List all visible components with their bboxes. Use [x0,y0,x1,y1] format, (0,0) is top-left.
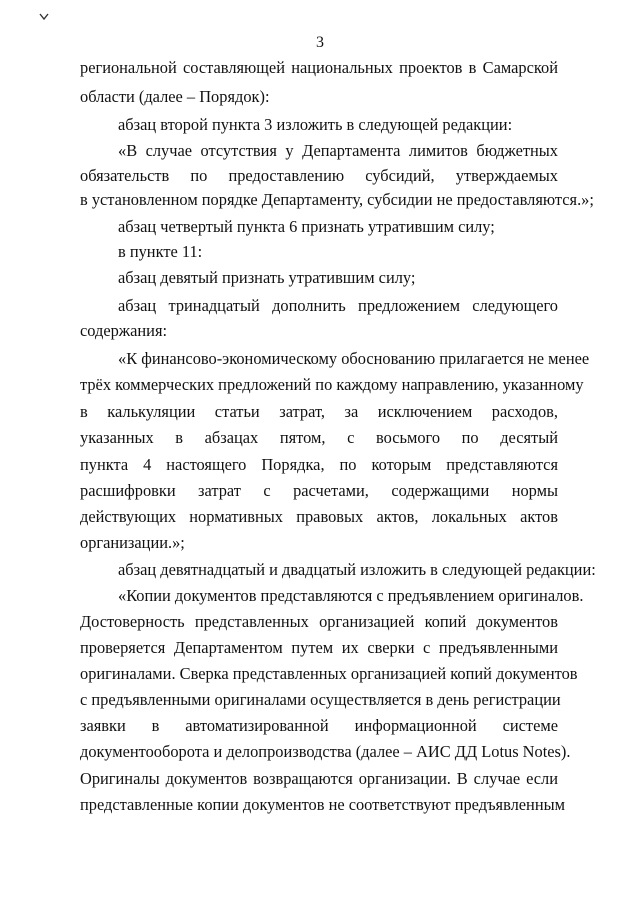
text-line: расшифровки затрат с расчетами, содержащими нормы [80,481,558,500]
text-line: абзац тринадцатый дополнить предложением следующего [118,296,558,315]
text-line: абзац девятнадцатый и двадцатый изложить в следующей редакции: [118,560,596,579]
text-line: содержания: [80,321,168,340]
text-line: «Копии документов представляются с предъявлением оригиналов. [118,586,584,605]
text-line: проверяется Департаментом путем их сверки с предъявленными [80,638,558,657]
text-line: в калькуляции статьи затрат, за исключением расходов, [80,402,558,421]
text-line: в пункте 11: [118,242,203,261]
page-number: 3 [316,34,324,51]
text-line: Оригиналы документов возвращаются организации. В случае если [80,769,558,788]
text-line: Достоверность представленных организацией копий документов [80,612,558,631]
text-line: пункта 4 настоящего Порядка, по которым представляются [80,455,558,474]
text-line: «К финансово-экономическому обоснованию прилагается не менее [118,349,590,368]
text-line: документооборота и делопроизводства (далее – АИС ДД Lotus Notes). [80,742,571,761]
text-line: трёх коммерческих предложений по каждому направлению, указанному [80,375,584,394]
text-line: с предъявленными оригиналами осуществляется в день регистрации [80,690,561,709]
text-line: оригиналами. Сверка представленных организацией копий документов [80,664,578,683]
text-line: действующих нормативных правовых актов, локальных актов [80,507,558,526]
text-line: абзац девятый признать утратившим силу; [118,268,416,287]
text-line: абзац второй пункта 3 изложить в следующей редакции: [118,115,513,134]
text-line: в установленном порядке Департаменту, субсидии не предоставляются.»; [80,190,594,209]
corner-mark-icon [38,12,50,22]
text-line: региональной составляющей национальных проектов в Самарской [80,58,558,77]
text-line: области (далее – Порядок): [80,87,270,106]
text-line: организации.»; [80,533,185,552]
text-line: заявки в автоматизированной информационной системе [80,716,558,735]
text-line: указанных в абзацах пятом, с восьмого по десятый [80,428,558,447]
text-line: абзац четвертый пункта 6 признать утратившим силу; [118,217,495,236]
text-line: обязательств по предоставлению субсидий, утверждаемых [80,166,558,185]
text-line: «В случае отсутствия у Департамента лимитов бюджетных [118,141,558,160]
text-line: представленные копии документов не соответствуют предъявленным [80,795,565,814]
